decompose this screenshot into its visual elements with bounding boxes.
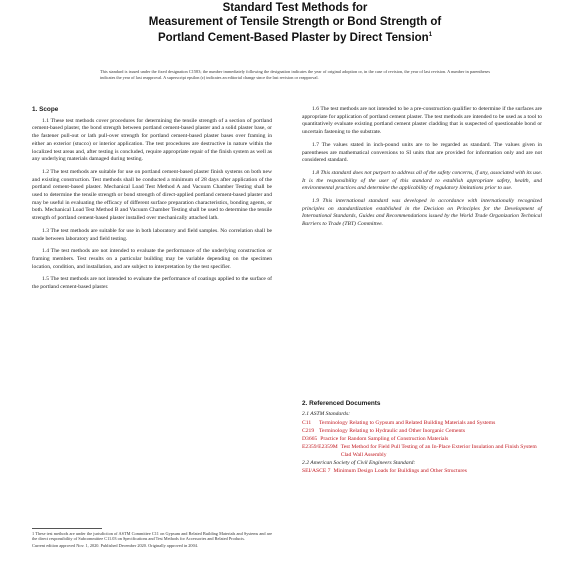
section-heading-referenced-documents: 2. Referenced Documents [302, 400, 381, 407]
footnote-divider [32, 528, 102, 529]
document-title [60, 2, 530, 45]
scope-paragraph-1-7: 1.7 The values stated in inch-pound units are to be regarded as standard. The values given in parentheses are mathematical conversions to SI units that are provided for information only and are not considered standard. [302, 141, 542, 164]
reference-title: Minimum Design Loads for Buildings and Other Structures [333, 468, 467, 475]
reference-code: SEI/ASCE 7 [302, 468, 331, 475]
reference-title: Terminology Relating to Hydraulic and Other Inorganic Cements [319, 427, 465, 434]
reference-code: E2359/E2359M [302, 444, 338, 451]
reference-link[interactable] [302, 420, 542, 427]
footnote [32, 531, 272, 549]
reference-link[interactable] [302, 428, 542, 435]
designation-note: This standard is issued under the fixed designation C1583; the number immediately following the designation indicates the year of original adoption or, in the case of revision, the year of last revision. A number in parentheses indicates the year of last reapproval. A superscript epsilon (ε) indicates an editorial change since the last revision or reapproval. [100, 69, 490, 80]
scope-paragraph-1-3: 1.3 The test methods are suitable for use in both laboratory and field samples. No correlation shall be made between laboratory and field testing. [32, 227, 272, 242]
asce-standard-subheading: 2.2 American Society of Civil Engineers Standard: [302, 460, 416, 467]
scope-paragraph-1-4: 1.4 The test methods are not intended to evaluate the performance of the underlying construction or framing members. Test results on a particular building may be variable depending on the specimen location, condition, and installation, and are subject to interpretation by the test specifier. [32, 248, 272, 270]
scope-paragraph-1-5: 1.5 The test methods are not intended to evaluate the performance of coatings applied to the surface of the portland cement-based plaster. [32, 276, 272, 291]
title-footnote-mark[interactable]: 1 [428, 32, 433, 38]
reference-link[interactable] [302, 444, 542, 459]
scope-paragraph-1-6: 1.6 The test methods are not intended to be a pre-construction qualifier to determine if the surfaces are appropriate for application of portland cement plaster. The test methods are intended to be used as a tool to quantitatively evaluate existing portland cement plaster cladding that is suspected of questionable bond or uncertain fastening to the substrate. [302, 106, 542, 136]
title-line-2: Measurement of Tensile Strength or Bond Strength of [148, 15, 442, 28]
reference-title: Practice for Random Sampling of Construction Materials [320, 436, 449, 443]
title-line-1: Standard Test Methods for [222, 2, 368, 14]
right-column [302, 106, 542, 234]
reference-code: D3665 [302, 436, 318, 443]
reference-title: Terminology Relating to Gypsum and Related Building Materials and Systems [319, 419, 496, 426]
reference-code: C219 [302, 427, 315, 434]
astm-standards-subheading: 2.1 ASTM Standards: [302, 411, 351, 418]
referenced-documents [302, 400, 542, 477]
title-line-3-text: Portland Cement-Based Plaster by Direct Tension [157, 31, 429, 44]
reference-link[interactable] [302, 468, 542, 475]
scope-paragraph-1-1: 1.1 These test methods cover procedures for determining the tensile strength of a section of portland cement-based plaster, the bond strength between portland cement-based plaster and a solid plaster base, or the fastener pull-out or lath pull-over strength for portland cement-based plaster bases over framing in either an exterior (stucco) or interior application. The test procedures are destructive in nature within the localized test areas and, after testing is concluded, require appropriate repair of the finish system as well as any underlying materials damaged during testing. [32, 117, 272, 163]
title-line-3 [60, 29, 530, 45]
scope-paragraph-1-2: 1.2 The test methods are suitable for use on portland cement-based plaster finish systems on both new and existing construction. Test methods shall be conducted a minimum of 28 days after application of the portland cement-based plaster. Mechanical Load Test Method A and Vacuum Chamber Testing shall be used to determine the tensile strength or bond strength of direct-applied portland cement-based plaster and may be useful in evaluating the efficacy of different surface preparation characteristics, bonding agents, or both. Mechanical Load Test Method B and Vacuum Chamber Testing shall be used to determine the tensile strength of portland cement-based plaster installed over mechanically attached lath. [32, 168, 272, 222]
footnote-paragraph-1: 1 These test methods are under the jurisdiction of ASTM Committee C11 on Gypsum and Related Building Materials and Systems and are the direct responsibility of Subcommittee C11.03 on Specifications and Test Methods for Accessories and Related Products. [32, 531, 272, 542]
scope-paragraph-1-9: 1.9 This international standard was developed in accordance with internationally recognized principles on standardization established in the Decision on Principles for the Development of International Standards, Guides and Recommendations issued by the World Trade Organization Technical Barriers to Trade (TBT) Committee. [302, 198, 542, 228]
left-column [32, 106, 272, 297]
section-heading-scope: 1. Scope [32, 106, 59, 113]
footnote-paragraph-2: Current edition approved Nov. 1, 2020. Published December 2020. Originally approved in 2004. [32, 542, 198, 548]
reference-title: Test Method for Field Pull Testing of an In-Place Exterior Insulation and Finish System Clad Wall Assembly [340, 444, 537, 458]
scope-paragraph-1-8: 1.8 This standard does not purport to address all of the safety concerns, if any, associated with its use. It is the responsibility of the user of this standard to establish appropriate safety, health, and environmental practices and determine the applicability of regulatory limitations prior to use. [302, 169, 542, 192]
reference-code: C11 [302, 419, 312, 426]
reference-link[interactable] [302, 436, 542, 443]
